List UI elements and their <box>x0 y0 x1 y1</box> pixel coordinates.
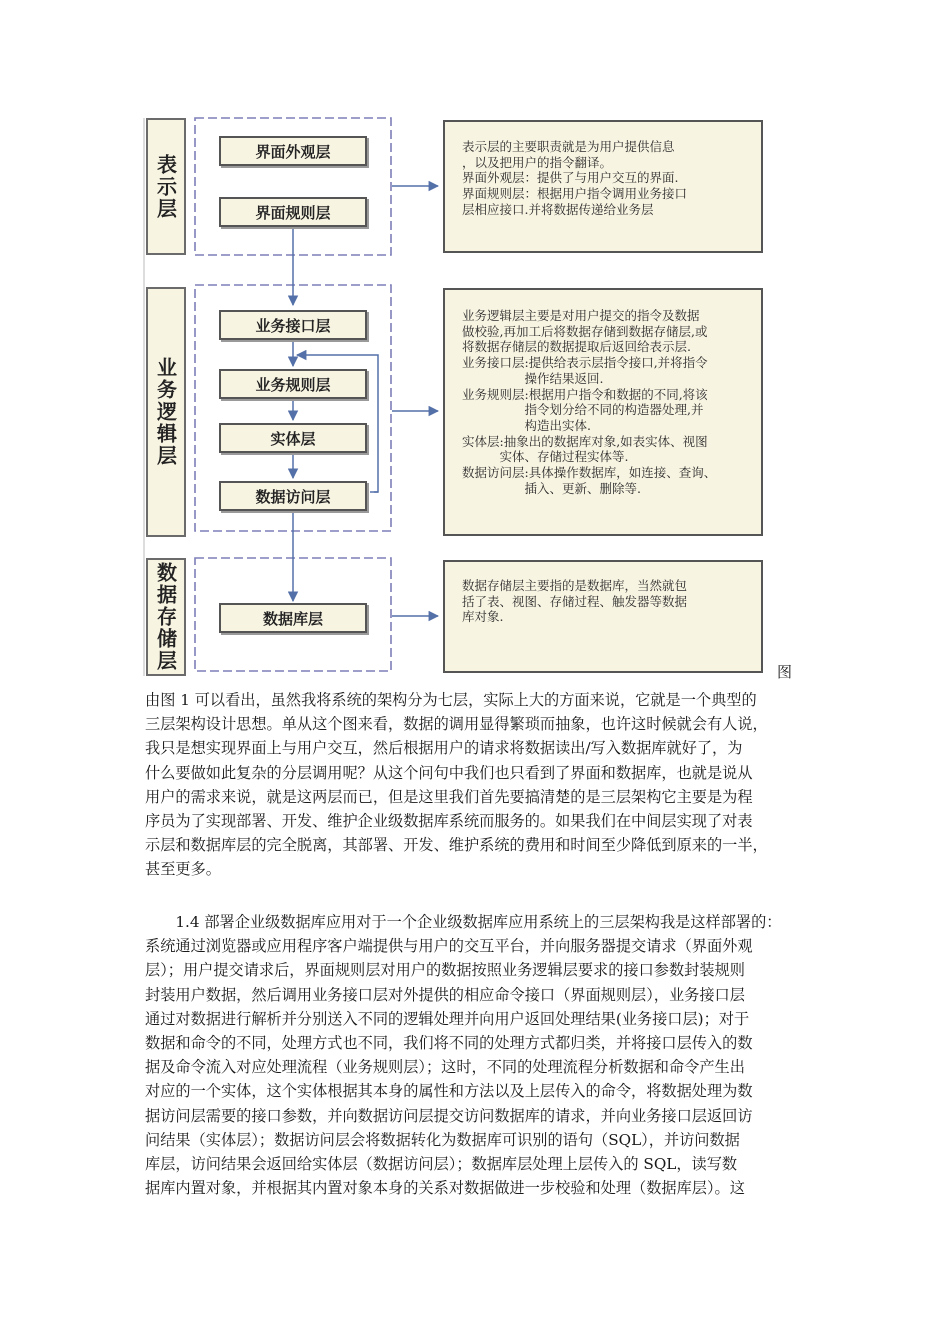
paragraph-2: 1.4 部署企业级数据库应用对于一个企业级数据库应用系统上的三层架构我是这样部署的： 系统通过浏览器或应用程序客户端提供与用户的交互平台，并向服务器提交请求（界面外观 层）；用户提交请求后，界面规则层对用户的数据按照业务逻辑层要求的接口参数封装规则 封装用户数据，然后调用业务接口层对外提供的相应命令接口（界面规则层），业务接口层 通过对数据进行解析并分别送入不同的逻辑处理并向用户返回处理结果(业务接口层)；对于 数据和命令的不同，处理方式也不同，我们将不同的处理方式都归类，并将接口层传入的数 据及命令流入对应处理流程（业务规则层）；这时，不同的处理流程分析数据和命令产生出 对应的一个实体，这个实体根据其本身的属性和方法以及上层传入的命令，将数据处理为数 据访问层需要的接口参数，并向数据访问层提交访问数据库的请求，并向业务接口层返回访 问结果（实体层）；数据访问层会将数据转化为数据库可识别的语句（SQL），并访问数据 库层，访问结果会返回给实体层（数据访问层）；数据库层处理上层传入的 SQL，读写数 据库内置对象，并根据其内置对象本身的关系对数据做进一步校验和处理（数据库层）。这 <box>145 913 782 1198</box>
layer-label-business: 业务逻辑层 <box>146 287 186 537</box>
component-database: 数据库层 <box>219 603 367 633</box>
component-ui-rules: 界面规则层 <box>219 197 367 227</box>
component-business-rules: 业务规则层 <box>219 369 367 399</box>
description-text-business: 业务逻辑层主要是对用户提交的指令及数据 做校验,再加工后将数据存储到数据存储层,或 将数据存储层的数据提取后返回给表示层. 业务接口层:提供给表示层指令接口,并将指令 操作结果返回. 业务规则层:根据用户指令和数据的不同,将该 指令划分给不同的构造器处理,并 构造出实体. 实体层:抽象出的数据库对象,如表实体、视图 实体、存储过程实体等. 数据访问层:具体操作数据库，如连接、查询、 插入、更新、删除等. <box>462 308 717 496</box>
paragraph-1: 由图 1 可以看出，虽然我将系统的架构分为七层，实际上大的方面来说，它就是一个典型的 三层架构设计思想。单从这个图来看，数据的调用显得繁琐而抽象，也许这时候就会有人说， 我只是想实现界面上与用户交互，然后根据用户的请求将数据读出/写入数据库就好了，为 什么要做如此复杂的分层调用呢？从这个问句中我们也只看到了界面和数据库，也就是说从 用户的需求来说，就是这两层而已，但是这里我们首先要搞清楚的是三层架构它主要是为程 序员为了实现部署、开发、维护企业级数据库系统而服务的。如果我们在中间层实现了对表 示层和数据库层的完全脱离，其部署、开发、维护系统的费用和时间至少降低到原来的一半， 甚至更多。 <box>145 691 768 879</box>
layer-label-presentation: 表示层 <box>146 118 186 255</box>
component-data-access: 数据访问层 <box>219 481 367 511</box>
description-text-storage: 数据存储层主要指的是数据库，当然就包 括了表、视图、存储过程、触发器等数据 库对象. <box>462 578 688 625</box>
description-text-presentation: 表示层的主要职责就是为用户提供信息 ，以及把用户的指令翻译。 界面外观层：提供了与用户交互的界面. 界面规则层：根据用户指令调用业务接口 层相应接口.并将数据传递给业务层 <box>462 139 688 217</box>
component-entity: 实体层 <box>219 423 367 453</box>
layer-label-storage: 数据存储层 <box>146 558 186 676</box>
component-business-interface: 业务接口层 <box>219 310 367 340</box>
component-ui-appearance: 界面外观层 <box>219 136 367 166</box>
figure-label: 图 <box>777 663 793 681</box>
